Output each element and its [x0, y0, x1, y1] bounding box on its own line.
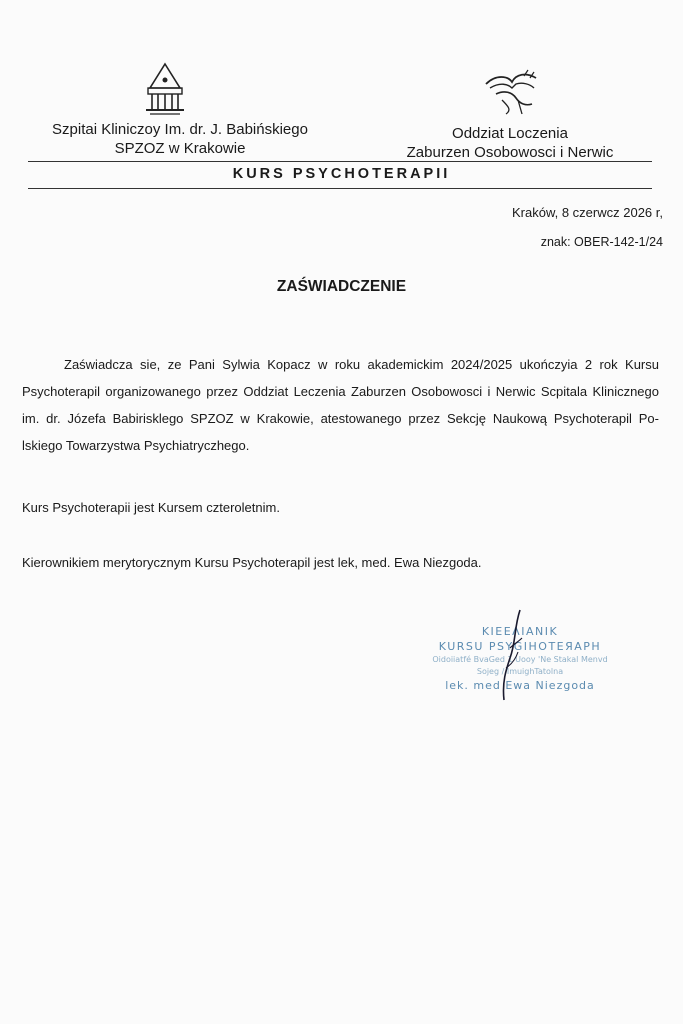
reference-number: znak: OBER-142-1/24 — [540, 235, 663, 249]
document-title: ZAŚWIADCZENIE — [276, 278, 407, 295]
department-name-line2: Zaburzen Osobowosci i Nerwic — [406, 144, 614, 161]
stamp-line1: KIEEΛIANIK — [481, 625, 559, 638]
handwritten-signature — [492, 608, 532, 706]
certificate-body — [22, 351, 659, 459]
course-duration-statement: Kurs Psychoterapii jest Kursem czteroletnim. — [22, 500, 280, 515]
stamp-line2: KURSU PSYGIHOTEЯAPH — [438, 640, 602, 653]
stamp-line4: Sojeg / ImuighTatolna — [476, 667, 564, 676]
hospital-name-line1: Szpitai Kliniczoy Im. dr. J. Babińskiego — [52, 121, 308, 138]
course-title: KURS PSYCHOTERAPII — [232, 166, 451, 182]
bird-emblem-logo-icon — [482, 70, 540, 116]
stamp-line3: Oidoiiatfé BvaGed 1 Uooy 'Ne Stakal Menvd — [432, 655, 608, 664]
hospital-name — [20, 120, 340, 158]
course-director-statement: Kierownikiem merytorycznym Kursu Psychoterapil jest lek, med. Ewa Niezgoda. — [22, 555, 482, 570]
department-name — [385, 124, 635, 162]
header-divider-bottom — [28, 188, 652, 189]
certificate-body-text: Zaświadcza sie, ze Pani Sylwia Kopacz w roku akademickim 2024/2025 ukończyia 2 rok Kursu Psychoterapil organizowanego przez Oddziat Leczenia Zaburzen Osobowosci i Nerwic Scpitala Klinicznego im. dr. Józefa Babirisklego SPZOZ w Krakowie, atestowanego przez Sekcję Naukową Psychoterapil Po-lskiego Towarzystwa Psychiatryczhego. — [22, 357, 659, 453]
header-divider-top — [28, 161, 652, 162]
department-name-line1: Oddziat Loczenia — [452, 125, 568, 142]
hospital-name-line2: SPZOZ w Krakowie — [114, 140, 246, 157]
hospital-building-logo-icon — [140, 62, 190, 120]
stamp-line5: lek. med Ewa Niezgoda — [445, 679, 595, 692]
place-date: Kraków, 8 czerwcz 2026 r, — [511, 205, 663, 220]
